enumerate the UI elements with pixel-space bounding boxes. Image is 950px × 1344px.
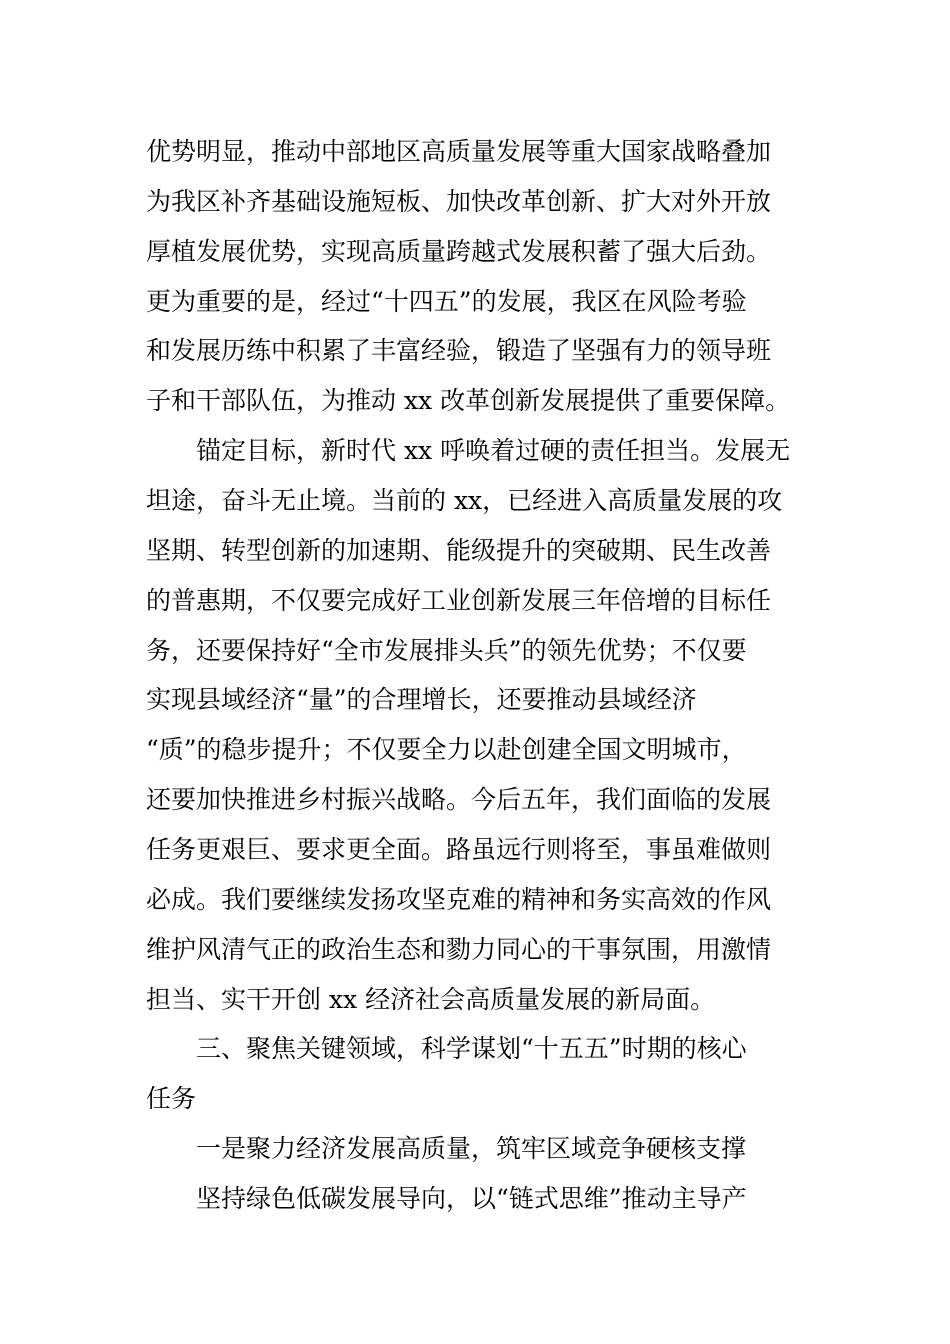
text-line: 坚期、转型创新的加速期、能级提升的突破期、民生改善	[146, 536, 772, 565]
text-line: “质”的稳步提升；不仅要全力以赴创建全国文明城市，	[146, 735, 747, 764]
text-line: 的普惠期，不仅要完成好工业创新发展三年倍增的目标任	[146, 586, 772, 615]
text-line: 坦途，奋斗无止境。当前的 xx，已经进入高质量发展的攻	[146, 486, 783, 515]
paragraph-first-line: 锚定目标，新时代 xx 呼唤着过硬的责任担当。发展无	[196, 436, 791, 465]
section-heading-continued: 任务	[146, 1084, 197, 1113]
text-line: 更为重要的是，经过“十四五”的发展，我区在风险考验	[146, 287, 747, 316]
text-line: 厚植发展优势，实现高质量跨越式发展积蓄了强大后劲。	[146, 237, 772, 266]
text-line: 任务更艰巨、要求更全面。路虽远行则将至，事虽难做则	[146, 835, 772, 864]
section-heading: 三、聚焦关键领域，科学谋划“十五五”时期的核心	[196, 1034, 747, 1063]
text-line: 实现县域经济“量”的合理增长，还要推动县域经济	[146, 685, 697, 714]
text-line: 子和干部队伍，为推动 xx 改革创新发展提供了重要保障。	[146, 386, 791, 415]
subsection-heading: 一是聚力经济发展高质量，筑牢区域竞争硬核支撑	[196, 1134, 747, 1163]
text-line: 为我区补齐基础设施短板、加快改革创新、扩大对外开放	[146, 187, 772, 216]
text-line: 务，还要保持好“全市发展排头兵”的领先优势；不仅要	[146, 636, 747, 665]
text-line: 维护风清气正的政治生态和勠力同心的干事氛围，用激情	[146, 935, 772, 964]
paragraph-first-line: 坚持绿色低碳发展导向，以“链式思维”推动主导产	[196, 1184, 747, 1213]
text-line: 和发展历练中积累了丰富经验，锻造了坚强有力的领导班	[146, 336, 772, 365]
text-line: 优势明显，推动中部地区高质量发展等重大国家战略叠加	[146, 137, 772, 166]
text-line: 担当、实干开创 xx 经济社会高质量发展的新局面。	[146, 985, 716, 1014]
text-line: 必成。我们要继续发扬攻坚克难的精神和务实高效的作风	[146, 885, 772, 914]
text-line: 还要加快推进乡村振兴战略。今后五年，我们面临的发展	[146, 785, 772, 814]
